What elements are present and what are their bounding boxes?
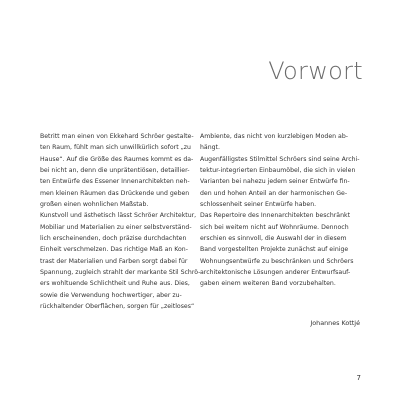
text-line: ten Raum, fühlt man sich unwillkürlich sofort „zu	[40, 144, 191, 152]
text-line: Spannung, zugleich strahlt der markante Stil Schrö-	[40, 269, 201, 277]
text-line: Hause“. Auf die Größe des Raumes kommt es da-	[40, 155, 194, 163]
page-number: 7	[356, 374, 361, 382]
text-line: tektur-integrierten Einbaumöbel, die sich in vielen	[200, 167, 356, 175]
page-title: Vorwort	[268, 57, 363, 85]
text-line: Wohnungsentwürfe zu beschränken und Schröers	[200, 257, 354, 265]
text-line: Kunstvoll und ästhetisch lässt Schröer Architektur,	[40, 212, 197, 220]
text-line: hängt.	[200, 144, 220, 152]
text-line: lich erscheinenden, doch präzise durchdachten	[40, 235, 187, 243]
text-line: Augenfälligstes Stilmittel Schröers sind seine Archi-	[200, 155, 360, 163]
text-line: rückhaltender Oberflächen, sorgen für „zeitloses“	[40, 303, 195, 311]
text-line: ten Entwürfe des Essener Innenarchitekten neh-	[40, 178, 190, 186]
text-line: Mobiliar und Materialien zu einer selbstverständ-	[40, 223, 192, 231]
text-line: Das Repertoire des Innenarchitekten beschränkt	[200, 212, 351, 220]
text-line: sowie die Verwendung hochwertiger, aber zu-	[40, 291, 182, 299]
text-line: ers wohltuende Schlichtheit und Ruhe aus. Dies,	[40, 280, 190, 288]
text-column-right	[200, 131, 360, 290]
text-line: Betritt man einen von Ekkehard Schröer gestalte-	[40, 133, 194, 140]
text-line: trast der Materialien und Farben sorgt dabei für	[40, 257, 188, 265]
text-column-left	[40, 131, 201, 313]
text-line: erschien es sinnvoll, die Auswahl der in diesem	[200, 235, 347, 243]
author-signature: Johannes Kottjé	[310, 319, 360, 327]
text-line: Ambiente, das nicht von kurzlebigen Moden ab-	[200, 133, 349, 140]
text-line: architektonische Lösungen anderer Entwurfsauf-	[200, 269, 351, 277]
text-line: schlossenheit seiner Entwürfe haben.	[200, 201, 317, 209]
text-line: sich bei weitem nicht auf Wohnräume. Dennoch	[200, 223, 349, 231]
text-line: Varianten bei nahezu jedem seiner Entwürfe fin-	[200, 178, 350, 186]
text-line: gaben einem weiteren Band vorzubehalten.	[200, 280, 336, 288]
text-line: Einheit verschmelzen. Das richtige Maß an Kon-	[40, 246, 188, 254]
text-line: großen einen wohnlichen Maßstab.	[40, 201, 149, 209]
text-line: bei nicht an, denn die unprätentiösen, detaillier-	[40, 167, 190, 175]
text-line: Band vorgestellten Projekte zunächst auf einige	[200, 246, 349, 254]
text-line: den und hohen Anteil an der harmonischen Ge-	[200, 189, 348, 197]
text-line: men kleinen Räumen das Drückende und geben	[40, 189, 190, 197]
